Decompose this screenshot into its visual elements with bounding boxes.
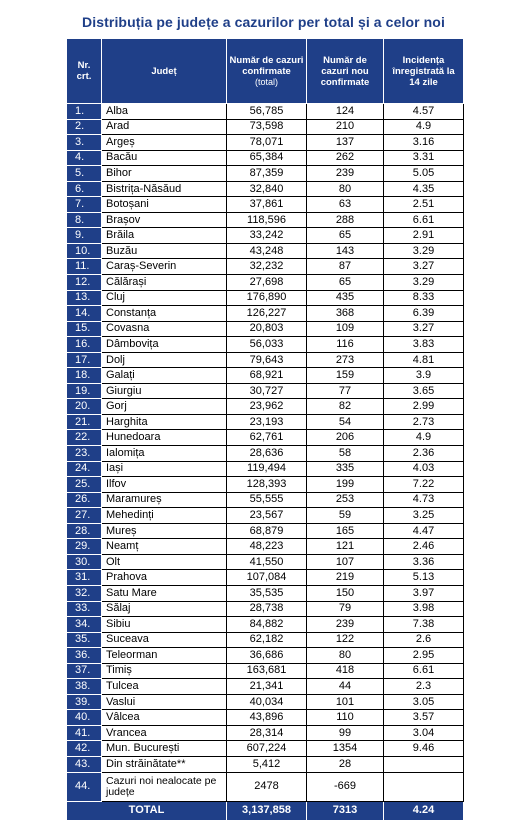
table-row: [67, 104, 464, 120]
table-row: [67, 679, 464, 695]
header-new-cases: Număr de cazuri nou confirmate: [307, 39, 384, 104]
table-row: [67, 461, 464, 477]
total-cases: 43,248: [227, 243, 307, 259]
new-cases: 206: [307, 430, 384, 446]
table-row: [67, 181, 464, 197]
total-cases: 23,962: [227, 399, 307, 415]
total-cases: 27,698: [227, 275, 307, 291]
new-cases: 273: [307, 352, 384, 368]
table-row: [67, 275, 464, 291]
row-number: 17.: [67, 352, 102, 368]
total-cases: 65,384: [227, 150, 307, 166]
incidence-value: 3.83: [384, 337, 464, 353]
total-cases: 33,242: [227, 228, 307, 244]
table-row: [67, 135, 464, 151]
row-number: 14.: [67, 306, 102, 322]
row-number: 29.: [67, 539, 102, 555]
table-row: [67, 399, 464, 415]
row-number: 3.: [67, 135, 102, 151]
total-cases: 78,071: [227, 135, 307, 151]
new-cases: 418: [307, 663, 384, 679]
table-body: [67, 104, 464, 802]
total-cases: 68,879: [227, 523, 307, 539]
row-number: 36.: [67, 648, 102, 664]
county-name: Covasna: [102, 321, 227, 337]
new-cases: 210: [307, 119, 384, 135]
table-row: [67, 290, 464, 306]
row-number: 1.: [67, 104, 102, 120]
total-cases: 36,686: [227, 648, 307, 664]
incidence-value: 2.3: [384, 679, 464, 695]
row-number: 40.: [67, 710, 102, 726]
table-header-row: [67, 39, 464, 104]
total-incidence-value: 4.24: [384, 801, 464, 820]
county-name: Botoșani: [102, 197, 227, 213]
table-row: [67, 414, 464, 430]
table-row: [67, 383, 464, 399]
incidence-value: 4.81: [384, 352, 464, 368]
new-cases: 253: [307, 492, 384, 508]
row-number: 37.: [67, 663, 102, 679]
incidence-value: 2.91: [384, 228, 464, 244]
new-cases: 44: [307, 679, 384, 695]
total-cases: 118,596: [227, 212, 307, 228]
total-cases: 84,882: [227, 617, 307, 633]
incidence-value: 4.9: [384, 430, 464, 446]
incidence-value: 3.98: [384, 601, 464, 617]
table-row: [67, 648, 464, 664]
table-row: [67, 212, 464, 228]
new-cases: 124: [307, 104, 384, 120]
incidence-value: 3.9: [384, 368, 464, 384]
total-cases: 79,643: [227, 352, 307, 368]
new-cases: 65: [307, 275, 384, 291]
row-number: 23.: [67, 446, 102, 462]
incidence-value: 3.97: [384, 585, 464, 601]
incidence-value: 4.73: [384, 492, 464, 508]
incidence-value: 3.27: [384, 321, 464, 337]
county-name: Ilfov: [102, 477, 227, 493]
total-cases: 2478: [227, 772, 307, 801]
total-cases: 37,861: [227, 197, 307, 213]
table-row: [67, 508, 464, 524]
new-cases: 288: [307, 212, 384, 228]
county-name: Mureș: [102, 523, 227, 539]
incidence-value: 6.61: [384, 663, 464, 679]
table-row: [67, 725, 464, 741]
new-cases: 143: [307, 243, 384, 259]
table-row: [67, 243, 464, 259]
county-name: Suceava: [102, 632, 227, 648]
total-cases: 20,803: [227, 321, 307, 337]
total-cases: 126,227: [227, 306, 307, 322]
table-row: [67, 554, 464, 570]
incidence-value: 5.13: [384, 570, 464, 586]
county-name: Alba: [102, 104, 227, 120]
row-number: 21.: [67, 414, 102, 430]
county-name: Ialomița: [102, 446, 227, 462]
table-row: [67, 663, 464, 679]
new-cases: 199: [307, 477, 384, 493]
row-number: 11.: [67, 259, 102, 275]
new-cases: 80: [307, 648, 384, 664]
incidence-value: 7.22: [384, 477, 464, 493]
row-number: 43.: [67, 756, 102, 772]
row-number: 2.: [67, 119, 102, 135]
row-number: 27.: [67, 508, 102, 524]
incidence-value: 2.36: [384, 446, 464, 462]
county-name: Iași: [102, 461, 227, 477]
incidence-value: 2.73: [384, 414, 464, 430]
incidence-value: 2.99: [384, 399, 464, 415]
row-number: 39.: [67, 694, 102, 710]
new-cases: 110: [307, 710, 384, 726]
total-new-value: 7313: [307, 801, 384, 820]
row-number: 20.: [67, 399, 102, 415]
table-row: [67, 119, 464, 135]
county-name: Harghita: [102, 414, 227, 430]
total-cases: 41,550: [227, 554, 307, 570]
county-name: Cazuri noi nealocate pe județe: [102, 772, 227, 801]
new-cases: 65: [307, 228, 384, 244]
county-name: Constanța: [102, 306, 227, 322]
row-number: 19.: [67, 383, 102, 399]
total-cases: 73,598: [227, 119, 307, 135]
county-name: Vâlcea: [102, 710, 227, 726]
table-row: [67, 337, 464, 353]
total-cases: 48,223: [227, 539, 307, 555]
total-label: TOTAL: [67, 801, 227, 820]
county-name: Prahova: [102, 570, 227, 586]
county-name: Dâmbovița: [102, 337, 227, 353]
new-cases: 87: [307, 259, 384, 275]
county-name: Dolj: [102, 352, 227, 368]
new-cases: 159: [307, 368, 384, 384]
new-cases: 121: [307, 539, 384, 555]
total-cases: 21,341: [227, 679, 307, 695]
table-row: [67, 352, 464, 368]
county-name: Arad: [102, 119, 227, 135]
incidence-value: 3.57: [384, 710, 464, 726]
incidence-value: [384, 772, 464, 801]
row-number: 18.: [67, 368, 102, 384]
incidence-value: 4.47: [384, 523, 464, 539]
new-cases: 335: [307, 461, 384, 477]
county-name: Vaslui: [102, 694, 227, 710]
row-number: 25.: [67, 477, 102, 493]
total-cases: 5,412: [227, 756, 307, 772]
new-cases: 59: [307, 508, 384, 524]
total-cases: 55,555: [227, 492, 307, 508]
total-cases-value: 3,137,858: [227, 801, 307, 820]
total-cases: 62,761: [227, 430, 307, 446]
county-name: Hunedoara: [102, 430, 227, 446]
county-name: Satu Mare: [102, 585, 227, 601]
header-nr: Nr. crt.: [67, 39, 102, 104]
row-number: 38.: [67, 679, 102, 695]
incidence-value: 6.39: [384, 306, 464, 322]
row-number: 41.: [67, 725, 102, 741]
new-cases: 137: [307, 135, 384, 151]
incidence-value: 7.38: [384, 617, 464, 633]
county-name: Timiș: [102, 663, 227, 679]
table-row: [67, 710, 464, 726]
county-name: Bacău: [102, 150, 227, 166]
table-row: [67, 539, 464, 555]
new-cases: 368: [307, 306, 384, 322]
total-cases: 56,785: [227, 104, 307, 120]
new-cases: 239: [307, 617, 384, 633]
incidence-value: 3.27: [384, 259, 464, 275]
new-cases: 239: [307, 166, 384, 182]
incidence-value: 3.16: [384, 135, 464, 151]
table-row: [67, 430, 464, 446]
row-number: 42.: [67, 741, 102, 757]
row-number: 15.: [67, 321, 102, 337]
incidence-value: 5.05: [384, 166, 464, 182]
table-row: [67, 492, 464, 508]
header-total-label: Număr de cazuri confirmate: [229, 54, 304, 77]
new-cases: 116: [307, 337, 384, 353]
new-cases: 1354: [307, 741, 384, 757]
incidence-value: 2.46: [384, 539, 464, 555]
incidence-value: 4.57: [384, 104, 464, 120]
row-number: 9.: [67, 228, 102, 244]
row-number: 24.: [67, 461, 102, 477]
total-row: [67, 801, 464, 820]
incidence-value: [384, 756, 464, 772]
new-cases: 101: [307, 694, 384, 710]
county-name: Mehedinți: [102, 508, 227, 524]
table-row: [67, 306, 464, 322]
incidence-value: 9.46: [384, 741, 464, 757]
row-number: 32.: [67, 585, 102, 601]
row-number: 6.: [67, 181, 102, 197]
total-cases: 62,182: [227, 632, 307, 648]
incidence-value: 3.36: [384, 554, 464, 570]
new-cases: 63: [307, 197, 384, 213]
table-row: [67, 632, 464, 648]
incidence-value: 4.35: [384, 181, 464, 197]
table-row: [67, 197, 464, 213]
page-title: Distribuția pe județe a cazurilor per total și a celor noi: [82, 14, 445, 30]
row-number: 30.: [67, 554, 102, 570]
incidence-value: 2.95: [384, 648, 464, 664]
new-cases: 79: [307, 601, 384, 617]
row-number: 33.: [67, 601, 102, 617]
county-name: Sibiu: [102, 617, 227, 633]
header-county: Județ: [102, 39, 227, 104]
table-row: [67, 150, 464, 166]
new-cases: 435: [307, 290, 384, 306]
total-cases: 56,033: [227, 337, 307, 353]
county-cases-table: [66, 38, 464, 821]
county-name: Cluj: [102, 290, 227, 306]
new-cases: 122: [307, 632, 384, 648]
county-name: Teleorman: [102, 648, 227, 664]
total-cases: 23,567: [227, 508, 307, 524]
table-row: [67, 585, 464, 601]
new-cases: 54: [307, 414, 384, 430]
header-total-note: (total): [254, 76, 278, 87]
table-row: [67, 772, 464, 801]
total-cases: 43,896: [227, 710, 307, 726]
row-number: 44.: [67, 772, 102, 801]
table-row: [67, 166, 464, 182]
table-row: [67, 368, 464, 384]
row-number: 8.: [67, 212, 102, 228]
total-cases: 28,738: [227, 601, 307, 617]
county-name: Caraș-Severin: [102, 259, 227, 275]
total-cases: 30,727: [227, 383, 307, 399]
county-name: Sălaj: [102, 601, 227, 617]
total-cases: 128,393: [227, 477, 307, 493]
new-cases: 107: [307, 554, 384, 570]
incidence-value: 2.51: [384, 197, 464, 213]
new-cases: 262: [307, 150, 384, 166]
total-cases: 35,535: [227, 585, 307, 601]
county-name: Bistrița-Năsăud: [102, 181, 227, 197]
row-number: 35.: [67, 632, 102, 648]
incidence-value: 3.31: [384, 150, 464, 166]
total-cases: 28,314: [227, 725, 307, 741]
county-name: Vrancea: [102, 725, 227, 741]
incidence-value: 3.05: [384, 694, 464, 710]
total-cases: 32,232: [227, 259, 307, 275]
row-number: 4.: [67, 150, 102, 166]
new-cases: 58: [307, 446, 384, 462]
table-row: [67, 259, 464, 275]
new-cases: 150: [307, 585, 384, 601]
row-number: 34.: [67, 617, 102, 633]
total-cases: 607,224: [227, 741, 307, 757]
incidence-value: 3.29: [384, 243, 464, 259]
table-row: [67, 601, 464, 617]
new-cases: 80: [307, 181, 384, 197]
incidence-value: 8.33: [384, 290, 464, 306]
county-name: Mun. București: [102, 741, 227, 757]
new-cases: 82: [307, 399, 384, 415]
row-number: 31.: [67, 570, 102, 586]
county-name: Neamț: [102, 539, 227, 555]
county-name: Gorj: [102, 399, 227, 415]
county-name: Giurgiu: [102, 383, 227, 399]
row-number: 10.: [67, 243, 102, 259]
county-name: Maramureș: [102, 492, 227, 508]
new-cases: 219: [307, 570, 384, 586]
table-row: [67, 446, 464, 462]
table-row: [67, 228, 464, 244]
incidence-value: 4.03: [384, 461, 464, 477]
new-cases: 99: [307, 725, 384, 741]
table-row: [67, 321, 464, 337]
total-cases: 107,084: [227, 570, 307, 586]
new-cases: 165: [307, 523, 384, 539]
county-name: Călărași: [102, 275, 227, 291]
new-cases: -669: [307, 772, 384, 801]
table-row: [67, 570, 464, 586]
county-name: Argeș: [102, 135, 227, 151]
table-row: [67, 477, 464, 493]
header-incidence: Incidența înregistrată la 14 zile: [384, 39, 464, 104]
incidence-value: 6.61: [384, 212, 464, 228]
incidence-value: 4.9: [384, 119, 464, 135]
total-cases: 32,840: [227, 181, 307, 197]
new-cases: 109: [307, 321, 384, 337]
new-cases: 77: [307, 383, 384, 399]
incidence-value: 3.04: [384, 725, 464, 741]
table-row: [67, 756, 464, 772]
row-number: 13.: [67, 290, 102, 306]
total-cases: 87,359: [227, 166, 307, 182]
incidence-value: 3.65: [384, 383, 464, 399]
row-number: 16.: [67, 337, 102, 353]
table-row: [67, 523, 464, 539]
row-number: 26.: [67, 492, 102, 508]
total-cases: 68,921: [227, 368, 307, 384]
county-name: Olt: [102, 554, 227, 570]
county-name: Tulcea: [102, 679, 227, 695]
new-cases: 28: [307, 756, 384, 772]
county-name: Brașov: [102, 212, 227, 228]
row-number: 7.: [67, 197, 102, 213]
total-cases: 28,636: [227, 446, 307, 462]
county-name: Din străinătate**: [102, 756, 227, 772]
incidence-value: 3.25: [384, 508, 464, 524]
table-row: [67, 741, 464, 757]
row-number: 28.: [67, 523, 102, 539]
row-number: 22.: [67, 430, 102, 446]
total-cases: 119,494: [227, 461, 307, 477]
total-cases: 163,681: [227, 663, 307, 679]
county-name: Bihor: [102, 166, 227, 182]
row-number: 5.: [67, 166, 102, 182]
table-row: [67, 694, 464, 710]
county-name: Galați: [102, 368, 227, 384]
incidence-value: 2.6: [384, 632, 464, 648]
total-cases: 40,034: [227, 694, 307, 710]
county-name: Buzău: [102, 243, 227, 259]
row-number: 12.: [67, 275, 102, 291]
table-row: [67, 617, 464, 633]
total-cases: 176,890: [227, 290, 307, 306]
total-cases: 23,193: [227, 414, 307, 430]
incidence-value: 3.29: [384, 275, 464, 291]
county-name: Brăila: [102, 228, 227, 244]
header-total-cases: [227, 39, 307, 104]
